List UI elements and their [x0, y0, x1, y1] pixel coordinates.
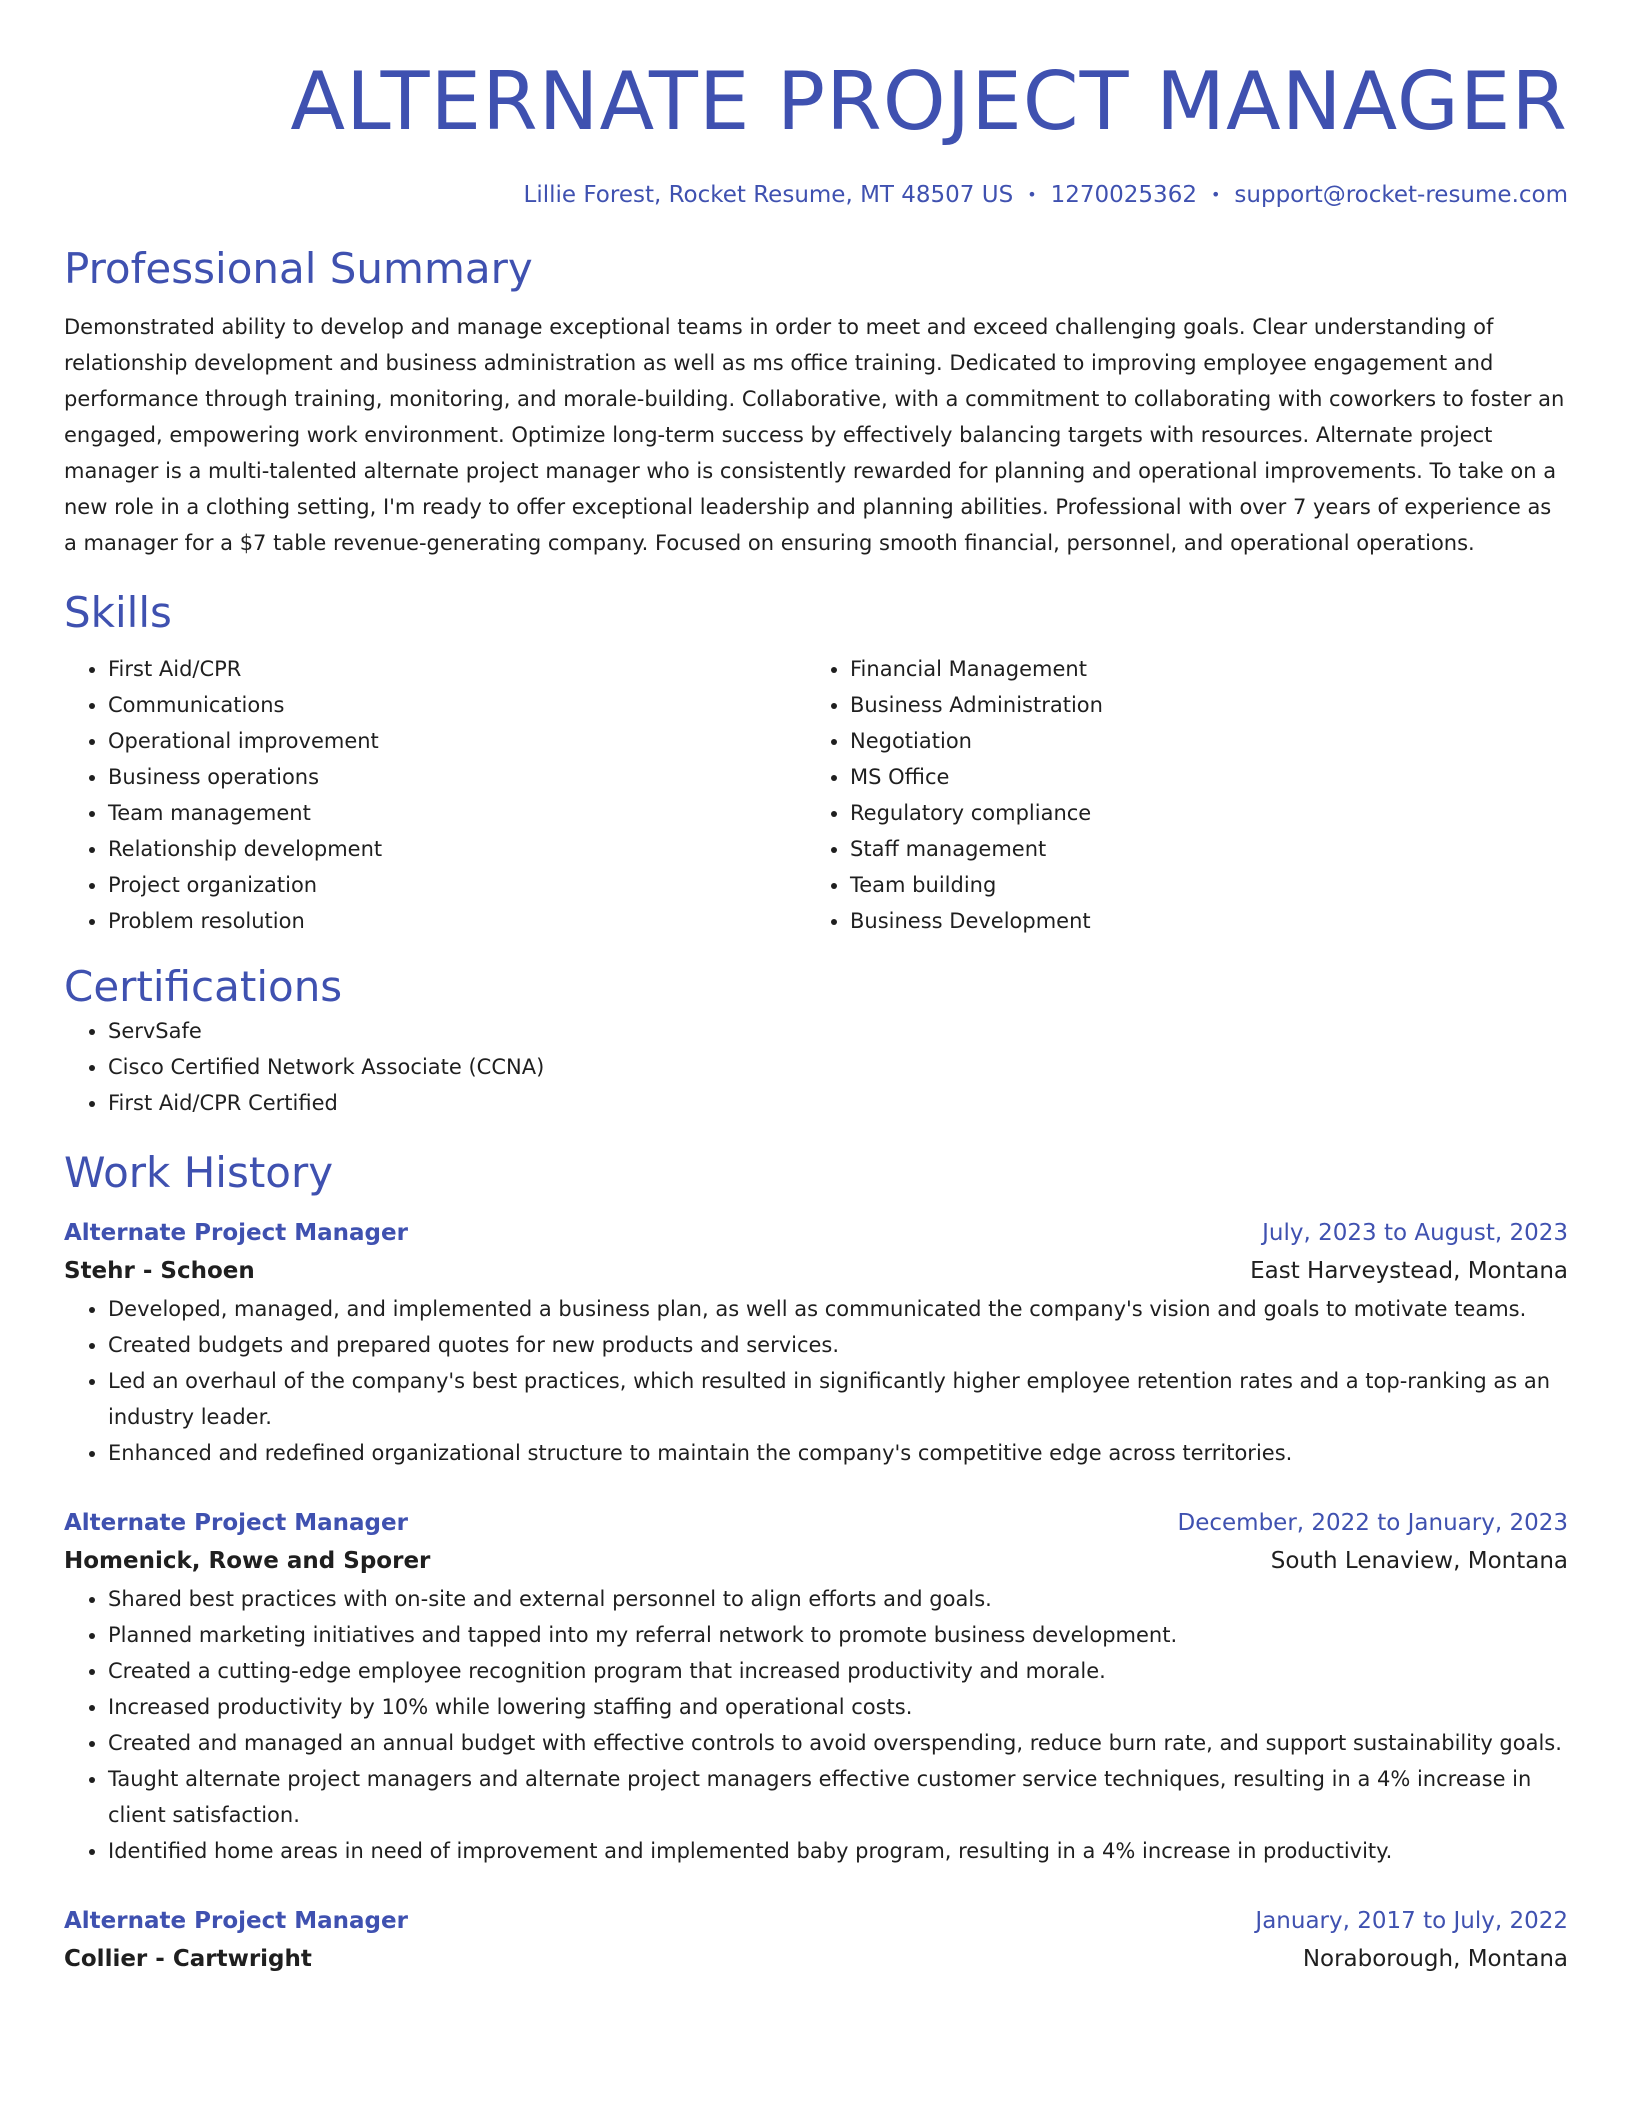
job-subheader	[64, 1939, 1568, 1979]
contact-separator: •	[1210, 185, 1221, 204]
work-history-heading: Work History	[64, 1148, 334, 1197]
contact-email: support@rocket-resume.com	[1234, 182, 1568, 208]
job-header	[64, 1215, 1568, 1251]
job-header	[64, 1505, 1568, 1541]
job-duty: • Developed, managed, and implemented a business plan, as well as communicated the company's vision and goals to motivate teams.	[108, 1291, 1568, 1327]
skill-item: • Relationship development	[108, 831, 806, 867]
certification-item: • ServSafe	[108, 1013, 1568, 1049]
job-subheader	[64, 1541, 1568, 1581]
job-location: Noraborough, Montana	[1302, 1946, 1568, 1972]
skill-item: • Negotiation	[850, 723, 1568, 759]
job-duty: • Created a cutting-edge employee recognition program that increased productivity and morale.	[108, 1653, 1568, 1689]
skill-item: • Business Development	[850, 903, 1568, 939]
skill-item: • Team management	[108, 795, 806, 831]
job-duty: • Identified home areas in need of improvement and implemented baby program, resulting in a 4% increase in productivity.	[108, 1833, 1568, 1869]
job-entry	[64, 1903, 1568, 1979]
job-location: East Harveystead, Montana	[1250, 1258, 1568, 1284]
certification-item: • First Aid/CPR Certified	[108, 1085, 1568, 1121]
job-subheader	[64, 1251, 1568, 1291]
skill-item: • Business operations	[108, 759, 806, 795]
certifications-heading: Certifications	[64, 962, 343, 1011]
resume-title: ALTERNATE PROJECT MANAGER	[290, 55, 1568, 148]
skill-item: • Team building	[850, 867, 1568, 903]
job-dates: July, 2023 to August, 2023	[1262, 1220, 1568, 1246]
job-duty: • Taught alternate project managers and alternate project managers effective customer service techniques, resulting in a 4% increase in client satisfaction.	[108, 1761, 1568, 1833]
skill-item: • Operational improvement	[108, 723, 806, 759]
skill-item: • Problem resolution	[108, 903, 806, 939]
job-entry	[64, 1505, 1568, 1869]
skills-columns	[64, 651, 1568, 939]
contact-address: Lillie Forest, Rocket Resume, MT 48507 US	[523, 182, 1014, 208]
job-title: Alternate Project Manager	[64, 1220, 408, 1246]
certification-item: • Cisco Certified Network Associate (CCNA)	[108, 1049, 1568, 1085]
job-duty: • Created and managed an annual budget with effective controls to avoid overspending, reduce burn rate, and support sustainability goals.	[108, 1725, 1568, 1761]
skill-item: • Financial Management	[850, 651, 1568, 687]
job-dates: December, 2022 to January, 2023	[1177, 1510, 1568, 1536]
skills-right-list	[806, 651, 1568, 939]
job-duty: • Created budgets and prepared quotes for new products and services.	[108, 1327, 1568, 1363]
job-duties-list	[64, 1291, 1568, 1471]
job-duty: • Led an overhaul of the company's best practices, which resulted in significantly higher employee retention rates and a top-ranking as an industry leader.	[108, 1363, 1568, 1435]
job-duty: • Shared best practices with on-site and external personnel to align efforts and goals.	[108, 1581, 1568, 1617]
job-entry	[64, 1215, 1568, 1471]
certifications-list	[64, 1013, 1568, 1121]
job-title: Alternate Project Manager	[64, 1510, 408, 1536]
contact-line	[64, 179, 1568, 211]
job-title: Alternate Project Manager	[64, 1908, 408, 1934]
skill-item: • First Aid/CPR	[108, 651, 806, 687]
summary-heading: Professional Summary	[64, 244, 533, 293]
skill-item: • Staff management	[850, 831, 1568, 867]
skill-item: • MS Office	[850, 759, 1568, 795]
job-dates: January, 2017 to July, 2022	[1255, 1908, 1568, 1934]
skills-left-list	[64, 651, 806, 939]
summary-text: Demonstrated ability to develop and manage exceptional teams in order to meet and exceed challenging goals. Clear understanding of relationship development and business administration as well as ms office training. Dedicated to improving employee engagement and performance through training, monitoring, and morale-building. Collaborative, with a commitment to collaborating with coworkers to foster an engaged, empowering work environment. Optimize long-term success by effectively balancing targets with resources. Alternate project manager is a multi-talented alternate project manager who is consistently rewarded for planning and operational improvements. To take on a new role in a clothing setting, I'm ready to offer exceptional leadership and planning abilities. Professional with over 7 years of experience as a manager for a $7 table revenue-generating company. Focused on ensuring smooth financial, personnel, and operational operations.	[64, 315, 1565, 555]
job-duty: • Enhanced and redefined organizational structure to maintain the company's competitive edge across territories.	[108, 1435, 1568, 1471]
job-duty: • Increased productivity by 10% while lowering staffing and operational costs.	[108, 1689, 1568, 1725]
job-company: Collier - Cartwright	[64, 1946, 312, 1972]
job-header	[64, 1903, 1568, 1939]
skill-item: • Communications	[108, 687, 806, 723]
skills-heading: Skills	[64, 588, 172, 637]
job-duties-list	[64, 1581, 1568, 1869]
job-duty: • Planned marketing initiatives and tapped into my referral network to promote business development.	[108, 1617, 1568, 1653]
skill-item: • Regulatory compliance	[850, 795, 1568, 831]
skill-item: • Project organization	[108, 867, 806, 903]
contact-separator: •	[1027, 185, 1037, 204]
job-company: Stehr - Schoen	[64, 1258, 255, 1284]
contact-phone: 1270025362	[1050, 182, 1197, 208]
skill-item: • Business Administration	[850, 687, 1568, 723]
job-location: South Lenaview, Montana	[1270, 1548, 1568, 1574]
job-company: Homenick, Rowe and Sporer	[64, 1548, 431, 1574]
